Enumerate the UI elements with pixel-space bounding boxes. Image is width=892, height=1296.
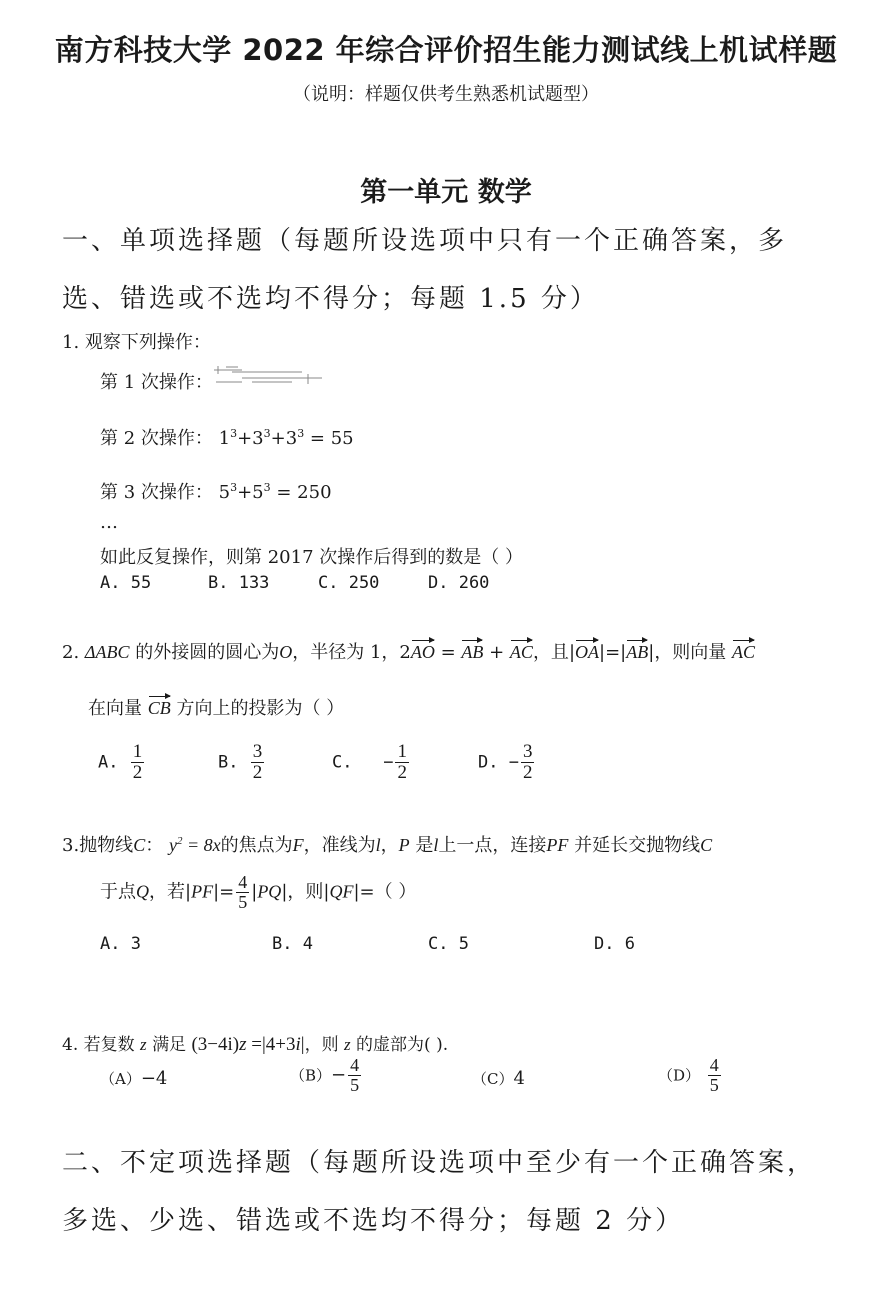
- q2-line2b: 方向上的投影为（ ）: [176, 698, 345, 719]
- q2-vec-word: ，则向量: [654, 642, 727, 663]
- unit-title: 第一单元 数学: [360, 177, 532, 208]
- q3-option-c[interactable]: C. 5: [428, 934, 469, 954]
- q4-option-a[interactable]: [100, 1068, 167, 1089]
- q2-triangle: ΔABC: [84, 642, 130, 662]
- q2-option-c-frac: $\frac{1}{2}$: [397, 741, 407, 783]
- q1-op3-label: 第 3 次操作：: [100, 482, 213, 503]
- q3-t2: ，准线为: [303, 835, 376, 856]
- q2-line2: [88, 694, 344, 720]
- q1-option-c[interactable]: C. 250: [318, 573, 380, 593]
- q4-t3: 的虚部为( ).: [356, 1035, 449, 1055]
- q2-line1: 2. ΔABC 的外接圆的圆心为O，半径为 1，2AO = AB + AC，且|OA|=|AB|，则向量 AC: [62, 638, 755, 664]
- q4-line1: [62, 1030, 448, 1056]
- q1-op2-result: = 55: [309, 428, 354, 449]
- q4-option-c[interactable]: [472, 1068, 525, 1089]
- q1-ask: 如此反复操作，则第 2017 次操作后得到的数是（ ）: [100, 547, 523, 568]
- q3-option-a[interactable]: A. 3: [100, 934, 141, 954]
- q1-op2-formula: $1^3+3^3+3^3$: [218, 427, 305, 449]
- q1-option-b[interactable]: B. 133: [208, 573, 270, 593]
- q3-l: l: [375, 835, 381, 855]
- q1-op3-formula: $5^3+5^3$: [218, 481, 271, 503]
- q2-option-b[interactable]: [218, 742, 266, 783]
- q3-pf: PF: [546, 835, 569, 855]
- section1-heading: 一、单项选择题（每题所设选项中只有一个正确答案，多选、错选或不选均不得分；每题 1.5 分）: [62, 226, 788, 314]
- q3-line1: 3.抛物线C： $y^2 = 8x$的焦点为F，准线为l，P 是l上一点，连接PF 并延长交抛物线C: [62, 835, 713, 856]
- q3-t5: 并延长交抛物线: [574, 835, 701, 856]
- q1-option-a[interactable]: A. 55: [100, 573, 152, 593]
- q2-option-d-frac: $\frac{3}{2}$: [522, 741, 533, 783]
- q2-and: ，且: [532, 642, 569, 663]
- q2-option-a-frac: $\frac{1}{2}$: [132, 741, 143, 783]
- q3-f: F: [292, 835, 304, 855]
- q4-num: 4. 若复数: [62, 1035, 135, 1055]
- q1-op3-line: [100, 478, 332, 504]
- q3-line2c: ，则: [287, 881, 324, 903]
- q3-c2: C: [700, 835, 713, 855]
- q2-circum: 的外接圆的圆心为: [135, 642, 280, 663]
- q3-option-d[interactable]: D. 6: [594, 934, 635, 954]
- q2-vec-ac2: AC: [732, 638, 755, 663]
- q4-option-a-value: −4: [140, 1068, 168, 1089]
- q4-option-b-frac: $\frac{4}{5}$: [350, 1055, 360, 1095]
- q3-t3: 是: [415, 835, 434, 856]
- q3-num: 3.抛物线: [62, 835, 134, 856]
- q4-option-c-label: （C）: [472, 1070, 514, 1088]
- q3-t4: 上一点，连接: [438, 835, 547, 856]
- q3-line2a: 于点: [100, 881, 136, 903]
- q4-z: z: [140, 1035, 147, 1054]
- q2-o: O: [279, 642, 293, 662]
- q3-q: Q: [136, 881, 149, 902]
- page-subtitle: （说明：样题仅供考生熟悉机试题型）: [293, 84, 599, 105]
- q2-vec-ab2: AB: [626, 638, 648, 663]
- q3-option-b[interactable]: B. 4: [272, 934, 313, 954]
- q2-option-b-frac: $\frac{3}{2}$: [252, 741, 263, 783]
- q2-radius: ，半径为 1，2: [292, 642, 411, 663]
- q1-op1-label: 第 1 次操作：: [100, 372, 213, 393]
- section2-heading: 二、不定项选择题（每题所设选项中至少有一个正确答案，多选、少选、错选或不选均不得分；每题 2 分）: [62, 1148, 817, 1236]
- q4-z2: z: [344, 1035, 351, 1054]
- q3-t1: 的焦点为: [220, 835, 293, 856]
- q2-option-b-label: B.: [218, 752, 239, 773]
- q2-vec-cb: CB: [148, 694, 171, 719]
- q4-t1: 满足: [152, 1035, 187, 1055]
- q4-option-d[interactable]: [658, 1056, 723, 1095]
- q4-option-d-frac: $\frac{4}{5}$: [709, 1055, 719, 1095]
- q2-option-d-label: D.: [478, 752, 499, 773]
- q1-op1-smudge: [212, 362, 327, 390]
- q3-line2: 于点Q，若|PF|= $\frac{4}{5}$ |PQ|，则|QF|=（ ）: [100, 872, 417, 912]
- q2-vec-oa: OA: [575, 638, 599, 663]
- q3-l2: l: [433, 835, 439, 855]
- q2-option-d[interactable]: D. − $\frac{3}{2}$: [478, 741, 533, 783]
- q3-p: P: [398, 835, 410, 855]
- q4-option-b[interactable]: （B）− $\frac{4}{5}$: [290, 1055, 360, 1095]
- q3-frac: $\frac{4}{5}$: [238, 872, 248, 912]
- q2-vec-ab: AB: [461, 638, 483, 663]
- q2-option-c[interactable]: C. − $\frac{1}{2}$: [332, 741, 407, 783]
- q2-option-c-label: C.: [332, 752, 353, 773]
- q3-line2b: ，若: [149, 881, 185, 903]
- q4-equation: (3−4i)z =|4+3i|: [191, 1034, 305, 1055]
- page-title: 南方科技大学 2022 年综合评价招生能力测试线上机试样题: [54, 33, 838, 67]
- q4-option-b-label: （B）: [290, 1066, 332, 1085]
- q2-vec-ao: AO: [411, 638, 435, 663]
- q1-op2-label: 第 2 次操作：: [100, 428, 213, 449]
- q3-c: C: [133, 835, 146, 855]
- q3-line2d: （ ）: [374, 881, 417, 903]
- q2-line2a: 在向量: [88, 698, 142, 719]
- q3-equation: $y^2 = 8x$: [168, 835, 221, 855]
- q4-t2: ，则: [304, 1035, 339, 1055]
- q1-op3-result: = 250: [276, 482, 332, 503]
- q2-option-a[interactable]: [98, 742, 146, 783]
- q4-option-d-label: （D）: [658, 1066, 701, 1085]
- q2-option-a-label: A.: [98, 752, 119, 773]
- q4-option-a-label: （A）: [100, 1070, 141, 1088]
- q1-op2-line: [100, 424, 354, 450]
- q4-option-c-value: 4: [513, 1068, 525, 1089]
- q2-vec-ac: AC: [510, 638, 533, 663]
- q2-num: 2.: [62, 642, 80, 663]
- q1-option-d[interactable]: D. 260: [428, 573, 490, 593]
- q1-ellipsis: …: [100, 512, 118, 533]
- q1-stem: 1. 观察下列操作：: [62, 332, 211, 353]
